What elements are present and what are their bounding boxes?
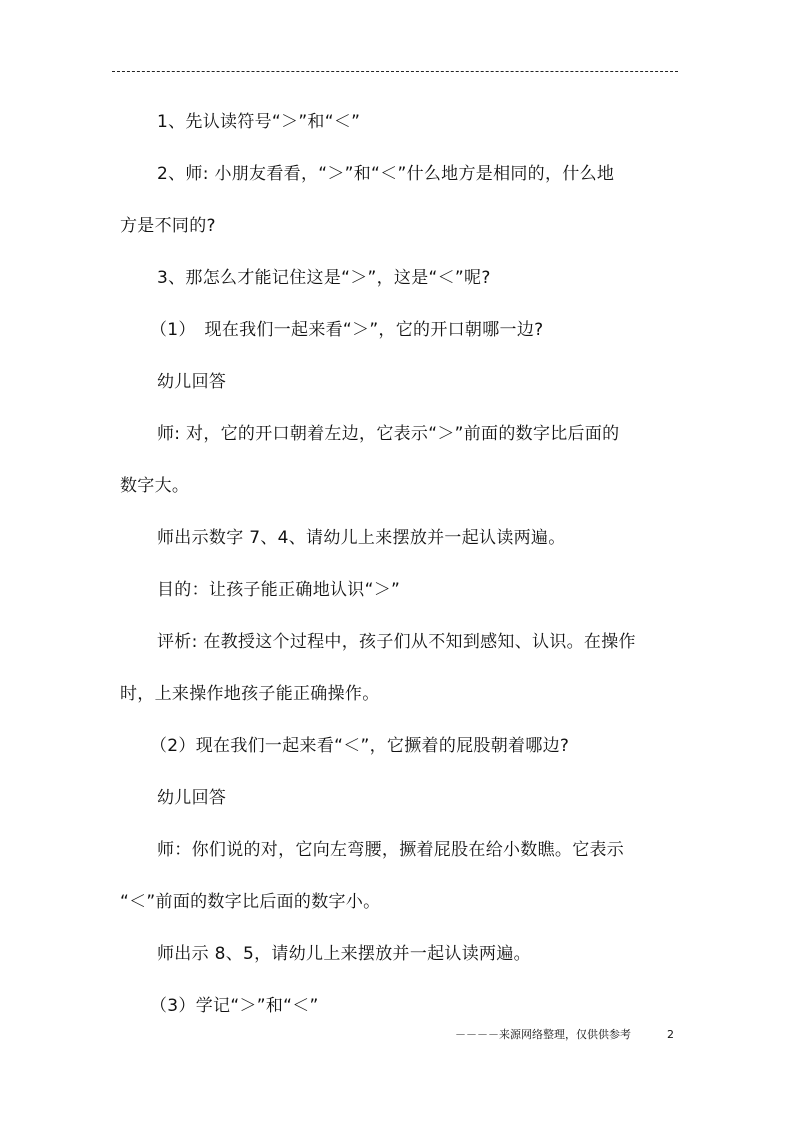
text-line: 幼儿回答 [157, 372, 227, 392]
text-line: 数字大。 [120, 476, 190, 496]
text-line: 1、先认读符号“＞”和“＜” [157, 112, 361, 132]
page-number: 2 [667, 1028, 674, 1041]
text-line: 师出示数字 7、4、请幼儿上来摆放并一起认读两遍。 [157, 528, 566, 548]
text-line: 3、那怎么才能记住这是“＞”，这是“＜”呢? [157, 268, 491, 288]
header-dashed-rule [112, 71, 678, 72]
text-line: 师：你们说的对，它向左弯腰，撅着屁股在给小数瞧。它表示 [157, 840, 625, 860]
text-line: 师出示 8、5，请幼儿上来摆放并一起认读两遍。 [157, 944, 531, 964]
text-line: 幼儿回答 [157, 788, 227, 808]
text-line: 目的：让孩子能正确地认识“＞” [157, 580, 401, 600]
text-line: 2、师: 小朋友看看，“＞”和“＜”什么地方是相同的，什么地 [157, 164, 615, 184]
text-line: 时，上来操作地孩子能正确操作。 [120, 684, 380, 704]
text-line: （2）现在我们一起来看“＜”，它撅着的屁股朝着哪边? [150, 736, 570, 756]
text-line: （3）学记“＞”和“＜” [150, 996, 319, 1016]
text-line: 评析: 在教授这个过程中，孩子们从不知到感知、认识。在操作 [157, 632, 636, 652]
text-line: 方是不同的? [120, 216, 216, 236]
text-line: “＜”前面的数字比后面的数字小。 [120, 892, 381, 912]
footer-source-note: －－－－来源网络整理，仅供供参考 [455, 1028, 631, 1041]
text-line: （1） 现在我们一起来看“＞”，它的开口朝哪一边? [150, 320, 544, 340]
text-line: 师: 对，它的开口朝着左边，它表示“＞”前面的数字比后面的 [157, 424, 620, 444]
